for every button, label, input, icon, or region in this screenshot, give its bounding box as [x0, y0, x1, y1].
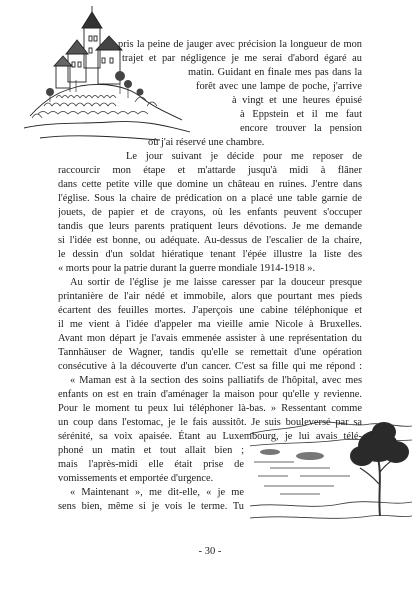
castle-hill-illustration: [10, 6, 200, 156]
page-number: - 30 -: [198, 546, 222, 557]
text-line: consécutive à la découverte d'un cancer. C'est sa fille qui me répond :: [58, 361, 362, 372]
text-line: un coup dans l'estomac, je le fais aussitôt. Je suis bouleversé par sa: [58, 417, 362, 428]
text-line: « morts pour la patrie durant la guerre mondiale 1914-1918 ».: [58, 263, 316, 274]
text-line: il me vient à l'idée d'appeler ma vieille amie Nicole à Bruxelles.: [58, 319, 362, 330]
text-line: matin. Guidant en finale mes pas dans la: [188, 67, 362, 78]
text-line: sens bien, même si je vois le terme. Tu: [58, 501, 244, 512]
text-line: forêt avec une lampe de poche, j'arrive: [196, 81, 362, 92]
text-line: écartent des feuilles mortes. J'aperçois une cabine téléphonique et: [58, 305, 362, 316]
text-line: tandis que leurs parents pratiquent leurs dévotions. Je me demande: [58, 221, 362, 232]
text-line: à Eppstein et il me faut: [240, 109, 362, 120]
text-line: le dessin d'un soldat hiératique tenant l'épée illustre la liste des: [58, 249, 362, 260]
text-line: si l'idée est bonne, ou adéquate. Au-dessus de l'escalier de la chaire,: [58, 235, 362, 246]
text-line: mais l'après-midi elle était prise de: [58, 459, 244, 470]
text-line: phoné un matin et tout allait bien ;: [58, 445, 244, 456]
text-line: printanière de l'air nédé et immobile, alors que pourtant mes pieds: [58, 291, 362, 302]
text-line: « Maintenant », me dit-elle, « je me: [70, 487, 244, 498]
text-line: à vingt et une heures épuisé: [232, 95, 362, 106]
text-line: jouets, de papier et de crayons, où les enfants peuvent s'occuper: [58, 207, 362, 218]
text-line: sérénité, sa voix apaisée. Étant au Luxembourg, je lui avais télé-: [58, 431, 362, 442]
text-line: vomissements et emportée d'urgence.: [58, 473, 214, 484]
text-line: enfants on est en train d'aménager la maison pour qu'elle y revienne.: [58, 389, 362, 400]
text-line: dans cette petite ville que domine un château en ruines. J'entre dans: [58, 179, 362, 190]
text-line: trajet et par négligence je me serai d'abord égaré au: [122, 53, 362, 64]
text-line: pris la peine de jauger avec précision la longueur de mon: [118, 39, 362, 50]
text-line: « Maman est à la section des soins palliatifs de l'hôpital, avec mes: [70, 375, 362, 386]
text-line: Le jour suivant je décide pour me reposer de: [126, 151, 362, 162]
text-line: l'église. Sous la chaire de prédication on a placé une table garnie de: [58, 193, 362, 204]
text-line: raccourcir mon étape et m'attarde jusqu'à midi à flâner: [58, 165, 362, 176]
text-line: Avant mon départ je l'avais emmenée assister à une représentation du: [58, 333, 362, 344]
text-line: encore trouver la pension: [240, 123, 362, 134]
text-line: où j'ai réservé une chambre.: [148, 137, 265, 148]
text-line: Au sortir de l'église je me laisse caresser par la douceur presque: [70, 277, 362, 288]
text-line: Pour le moment tu peux lui téléphoner là-bas. » Ressentant comme: [58, 403, 362, 414]
text-line: Tannhäuser de Wagner, tandis qu'elle se remettait d'une opération: [58, 347, 362, 358]
